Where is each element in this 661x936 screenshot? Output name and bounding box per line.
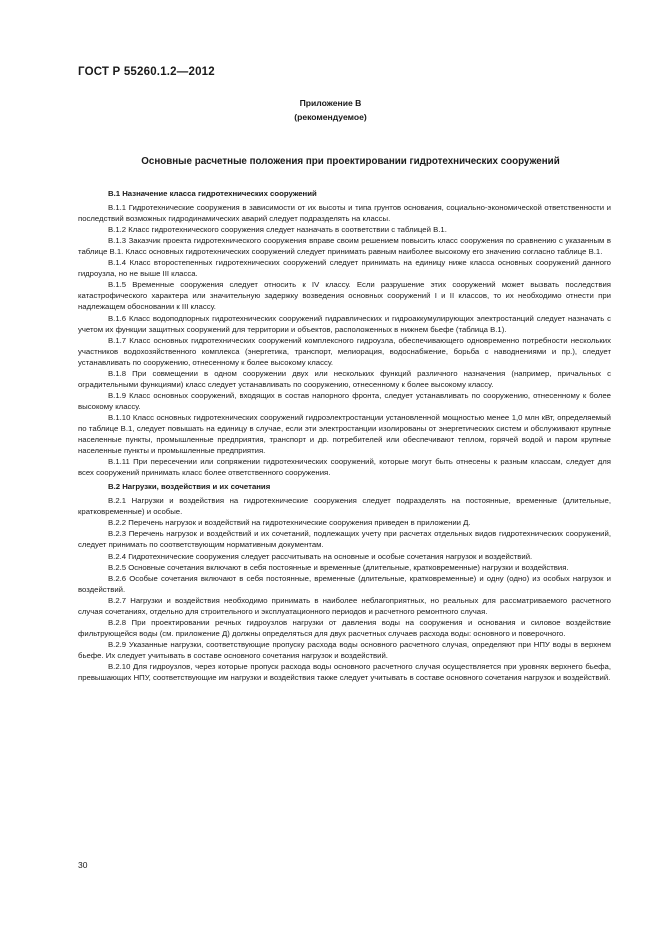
- paragraph: В.2.8 При проектировании речных гидроузлов нагрузки от давления воды на сооружения и основания и силовое воздействие фильтрующейся воды (см. приложение Д) должны определяться для двух расчетных случаев расхода воды: основного и поверочного.: [78, 617, 611, 638]
- paragraph: В.2.10 Для гидроузлов, через которые пропуск расхода воды основного расчетного случая осуществляется при уровнях верхнего бьефа, превышающих НПУ, соответствующие им нагрузки и воздействия также следует учитывать в составе основного сочетания нагрузок и воздействий.: [78, 661, 611, 683]
- standard-header: ГОСТ Р 55260.1.2—2012: [78, 66, 215, 78]
- section-heading: В.2 Нагрузки, воздействия и их сочетания: [108, 482, 271, 492]
- paragraph: В.2.3 Перечень нагрузок и воздействий и их сочетаний, подлежащих учету при расчетах отдельных видов гидротехнических сооружений, следует принимать по соответствующим нормативным документам.: [78, 529, 611, 550]
- paragraph: В.1.7 Класс основных гидротехнических сооружений комплексного гидроузла, обеспечивающего одновременно потребности нескольких участников водохозяйственного комплекса (энергетика, транспорт, мелиорация, водоснабжение, борьба с наводнениями и пр.), следует устанавливать по сооружению, отнесенному к более высокому классу.: [78, 335, 611, 367]
- paragraph: В.2.6 Особые сочетания включают в себя постоянные, временные (длительные, кратковременные) и одну (одно) из особых нагрузок и воздействий.: [78, 573, 611, 594]
- paragraph: В.1.1 Гидротехнические сооружения в зависимости от их высоты и типа грунтов основания, социально-экономической ответственности и последствий возможных гидродинамических аварий следует подразделять на классы.: [78, 203, 611, 224]
- paragraph: В.2.1 Нагрузки и воздействия на гидротехнические сооружения следует подразделять на постоянные, временные (длительные, кратковременные) и особые.: [78, 496, 611, 517]
- paragraph: В.1.4 Класс второстепенных гидротехнических сооружений следует принимать на единицу ниже класса основных сооружений данного гидроузла, но не выше III класса.: [78, 258, 611, 279]
- appendix-label: Приложение В: [299, 98, 362, 108]
- paragraph: В.2.4 Гидротехнические сооружения следует рассчитывать на основные и особые сочетания нагрузок и воздействий.: [108, 551, 533, 561]
- paragraph: В.2.2 Перечень нагрузок и воздействий на гидротехнические сооружения приведен в приложении Д.: [108, 518, 471, 528]
- paragraph: В.1.6 Класс водоподпорных гидротехнических сооружений гидравлических и гидроаккумулирующих электростанций следует назначать с учетом их функции защитных сооружений для территории и объектов, расположенных в нижнем бьефе (таблица В.1).: [78, 313, 611, 334]
- paragraph: В.1.10 Класс основных гидротехнических сооружений гидроэлектростанции установленной мощностью менее 1,0 млн кВт, определяемый по таблице В.1, следует повышать на единицу в случае, если эти электростанции изолированы от энергетических систем и обслуживают крупные населенные пункты, промышленные предприятия, транспорт и др. потребителей или обеспечивают теплом, горячей водой и паром крупные населенные пункты и промышленные предприятия.: [78, 412, 611, 456]
- page-number: 30: [78, 860, 88, 870]
- appendix-block: [0, 96, 661, 124]
- paragraph: В.2.9 Указанные нагрузки, соответствующие пропуску расхода воды основного расчетного случая, определяют при НПУ воды в верхнем бьефе. Их следует учитывать в составе основного сочетания нагрузок и воздействий.: [78, 639, 611, 660]
- section-heading: В.1 Назначение класса гидротехнических сооружений: [108, 189, 317, 198]
- paragraph: В.2.7 Нагрузки и воздействия необходимо принимать в наиболее неблагоприятных, но реальных для рассматриваемого расчетного случая сочетаниях, отдельно для строительного и эксплуатационного периодов и расчетного ремонтного случая.: [78, 595, 611, 616]
- paragraph: В.1.9 Класс основных сооружений, входящих в состав напорного фронта, следует устанавливать по сооружению, отнесенному к более высокому классу.: [78, 390, 611, 411]
- appendix-status: (рекомендуемое): [294, 112, 367, 122]
- page-title: Основные расчетные положения при проектировании гидротехнических сооружений: [141, 156, 560, 167]
- paragraph: В.1.2 Класс гидротехнического сооружения следует назначать в соответствии с таблицей В.1.: [108, 225, 447, 235]
- paragraph: В.1.11 При пересечении или сопряжении гидротехнических сооружений, которые могут быть отнесены к разным классам, следует для всех сооружений принимать класс более ответственного сооружения.: [78, 457, 611, 478]
- document-body: [78, 186, 611, 683]
- paragraph: В.1.3 Заказчик проекта гидротехнического сооружения вправе своим решением повысить класс сооружения по сравнению с указанным в таблице В.1. Класс основных гидротехнических сооружений следует принимать равным наиболее высокому его значению согласно таблице В.1.: [78, 236, 611, 257]
- paragraph: В.1.8 При совмещении в одном сооружении двух или нескольких функций различного назначения (например, причальных с оградительными функциями) класс следует устанавливать по сооружению, отнесенному к более высокому классу.: [78, 368, 611, 389]
- paragraph: В.2.5 Основные сочетания включают в себя постоянные и временные (длительные, кратковременные) нагрузки и воздействия.: [108, 562, 569, 572]
- paragraph: В.1.5 Временные сооружения следует относить к IV классу. Если разрушение этих сооружений может вызвать последствия катастрофического характера или значительную задержку возведения основных сооружений I и II классов, то их необходимо отнести при надлежащем обосновании к III классу.: [78, 280, 611, 312]
